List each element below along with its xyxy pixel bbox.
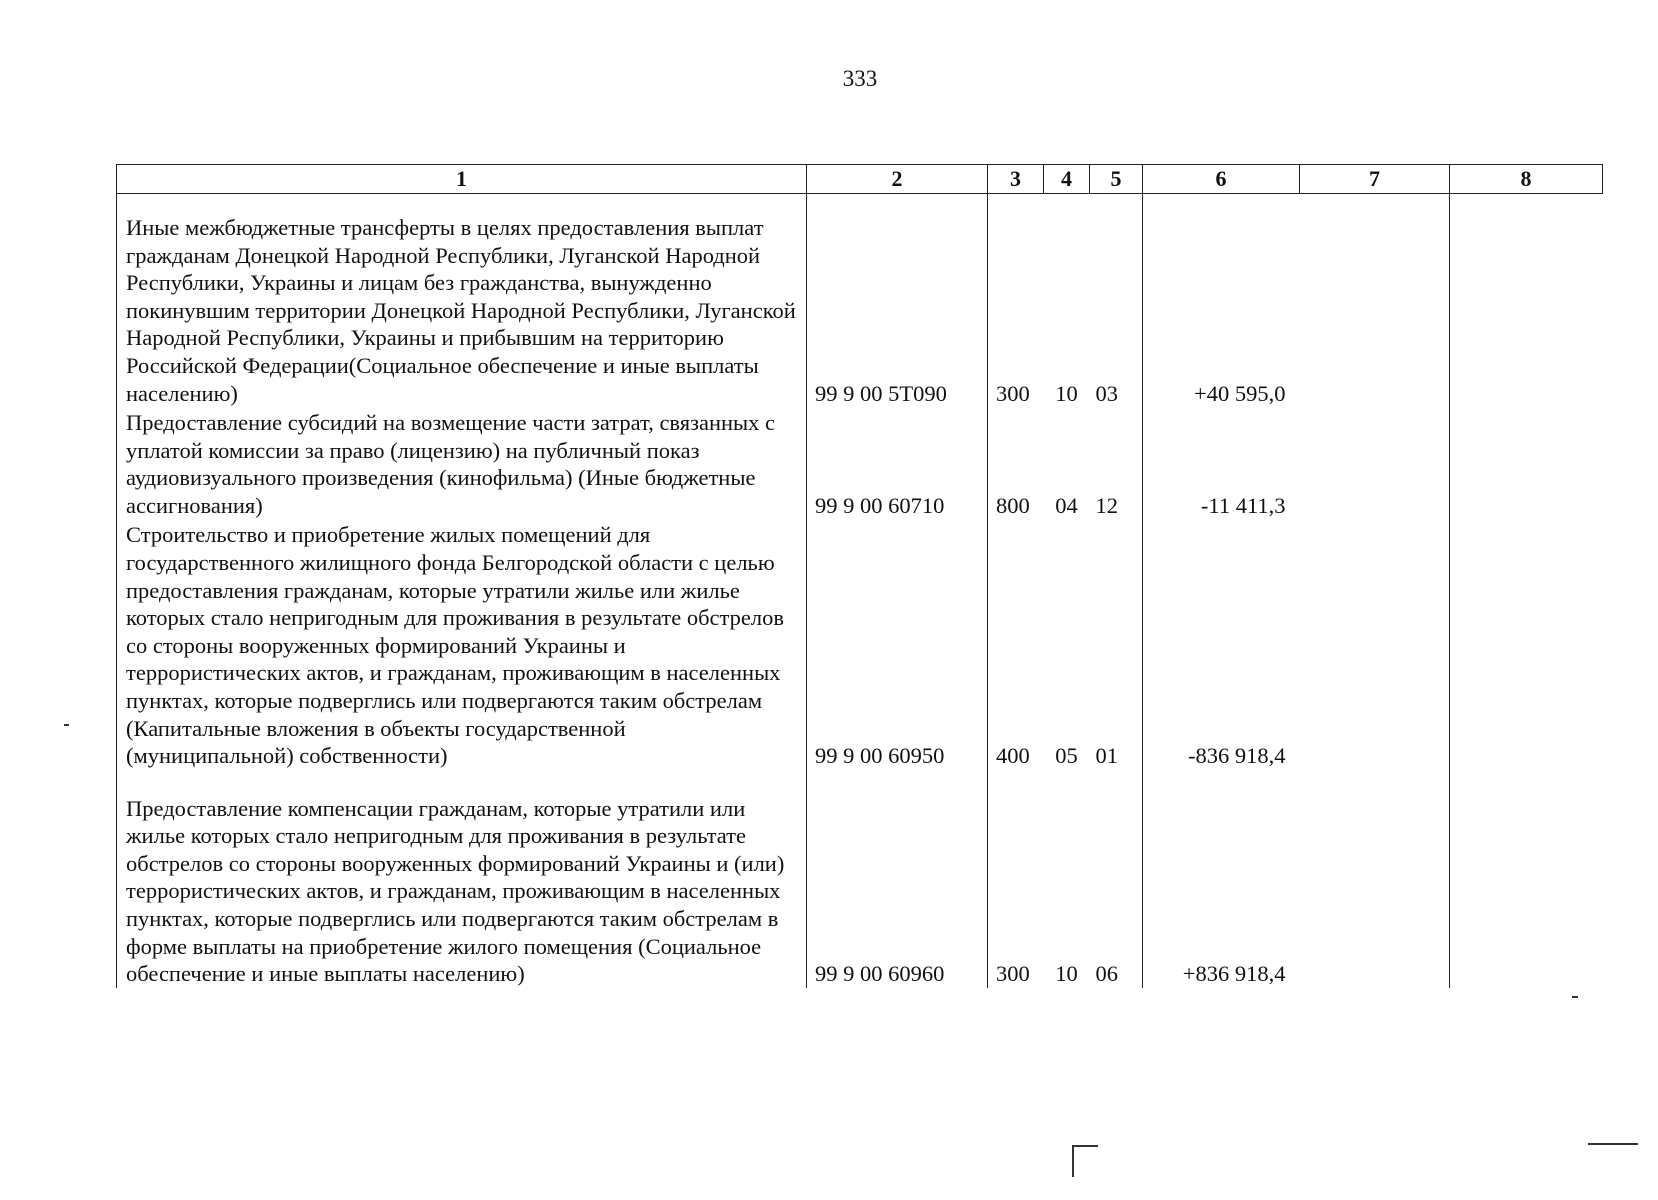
row-description: Предоставление субсидий на возмещение части затрат, связанных с уплатой комиссии за право (лицензию) на публичный показ аудиовизуального произведения (кинофильма) (Иные бюджетные ассигнования) — [117, 407, 807, 519]
table-row — [117, 193, 1603, 407]
table-body — [117, 193, 1603, 988]
column-header-5: 5 — [1090, 165, 1143, 194]
column-header-8: 8 — [1450, 165, 1603, 194]
scan-corner-mark-vertical — [1072, 1145, 1074, 1177]
scan-edge-mark — [1588, 1143, 1638, 1145]
row-amount: -11 411,3 — [1143, 407, 1300, 519]
table-row — [117, 407, 1603, 519]
column-header-2: 2 — [807, 165, 988, 194]
table-row — [117, 519, 1603, 769]
row-amount: +40 595,0 — [1143, 193, 1300, 407]
table-header — [117, 165, 1603, 194]
row-column-7 — [1300, 519, 1450, 769]
row-expense-type: 300 — [988, 193, 1044, 407]
column-header-6: 6 — [1143, 165, 1300, 194]
row-subsection: 01 — [1090, 519, 1143, 769]
row-amount: +836 918,4 — [1143, 770, 1300, 988]
row-subsection: 06 — [1090, 770, 1143, 988]
row-subsection: 12 — [1090, 407, 1143, 519]
header-row — [117, 165, 1603, 194]
table-row — [117, 770, 1603, 988]
row-column-7 — [1300, 770, 1450, 988]
row-amount: -836 918,4 — [1143, 519, 1300, 769]
row-code: 99 9 00 5Т090 — [807, 193, 988, 407]
row-column-8 — [1450, 519, 1603, 769]
row-expense-type: 400 — [988, 519, 1044, 769]
column-header-1: 1 — [117, 165, 807, 194]
row-code: 99 9 00 60960 — [807, 770, 988, 988]
row-section: 10 — [1055, 961, 1078, 987]
row-section: 05 — [1055, 743, 1078, 769]
row-section: 10 — [1055, 380, 1078, 406]
page-number — [0, 66, 1658, 92]
row-column-8 — [1450, 770, 1603, 988]
row-column-7 — [1300, 407, 1450, 519]
row-subsection: 03 — [1090, 193, 1143, 407]
row-section: 04 — [1055, 492, 1078, 518]
row-code: 99 9 00 60950 — [807, 519, 988, 769]
row-code: 99 9 00 60710 — [807, 407, 988, 519]
page-number-text: 333 — [842, 66, 878, 91]
budget-table — [116, 164, 1603, 988]
scan-dot — [64, 724, 69, 726]
row-expense-type: 300 — [988, 770, 1044, 988]
row-column-8 — [1450, 407, 1603, 519]
column-header-3: 3 — [988, 165, 1044, 194]
row-column-7 — [1300, 193, 1450, 407]
row-description: Иные межбюджетные трансферты в целях предоставления выплат гражданам Донецкой Народной Республики, Луганской Народной Республики, Украины и лицам без гражданства, вынужденно покинувшим территории Донецкой Народной Республики, Луганской Народной Республики, Украины и прибывшим на территорию Российской Федерации(Социальное обеспечение и иные выплаты населению) — [117, 193, 807, 407]
scan-dot — [1572, 996, 1578, 998]
row-expense-type: 800 — [988, 407, 1044, 519]
row-description: Предоставление компенсации гражданам, которые утратили или жилье которых стало непригодным для проживания в результате обстрелов со стороны вооруженных формирований Украины и (или) террористических актов, и гражданам, проживающим в населенных пунктах, которые подверглись или подвергаются таким обстрелам в форме выплаты на приобретение жилого помещения (Социальное обеспечение и иные выплаты населению) — [117, 770, 807, 988]
row-description: Строительство и приобретение жилых помещений для государственного жилищного фонда Белгородской области с целью предоставления гражданам, которые утратили жилье или жилье которых стало непригодным для проживания в результате обстрелов со стороны вооруженных формирований Украины и террористических актов, и гражданам, проживающим в населенных пунктах, которые подверглись или подвергаются таким обстрелам (Капитальные вложения в объекты государственной (муниципальной) собственности) — [117, 519, 807, 769]
row-column-8 — [1450, 193, 1603, 407]
scan-corner-mark — [1072, 1145, 1098, 1147]
column-header-7: 7 — [1300, 165, 1450, 194]
column-header-4: 4 — [1044, 165, 1090, 194]
